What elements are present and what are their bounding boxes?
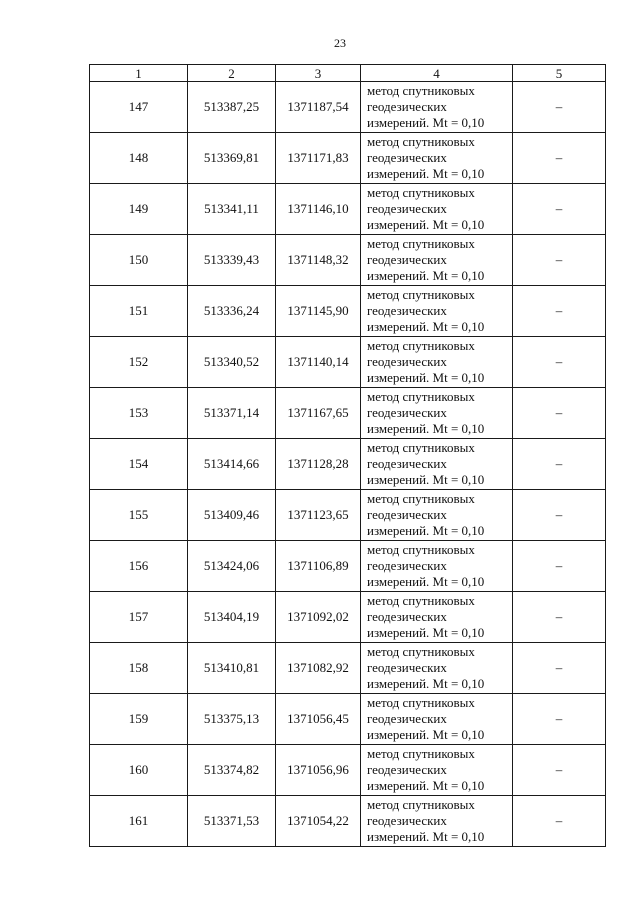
method-line: метод спутниковых [367, 695, 475, 710]
method-line: геодезических [367, 813, 447, 828]
table-body [90, 82, 606, 847]
method-line: метод спутниковых [367, 440, 475, 455]
point-number-cell: 160 [90, 745, 188, 796]
method-cell [361, 337, 513, 388]
method-line: метод спутниковых [367, 797, 475, 812]
x-coordinate-cell: 513339,43 [188, 235, 276, 286]
point-number-cell: 154 [90, 439, 188, 490]
y-coordinate-cell: 1371056,45 [276, 694, 361, 745]
table-row [90, 235, 606, 286]
y-coordinate-cell: 1371082,92 [276, 643, 361, 694]
point-number-cell: 161 [90, 796, 188, 847]
method-line: геодезических [367, 405, 447, 420]
point-number-cell: 151 [90, 286, 188, 337]
method-cell [361, 694, 513, 745]
table-row [90, 643, 606, 694]
method-line: измерений. Mt = 0,10 [367, 727, 485, 742]
method-cell [361, 286, 513, 337]
method-line: геодезических [367, 150, 447, 165]
x-coordinate-cell: 513374,82 [188, 745, 276, 796]
note-cell: – [513, 490, 606, 541]
y-coordinate-cell: 1371054,22 [276, 796, 361, 847]
method-line: геодезических [367, 201, 447, 216]
x-coordinate-cell: 513369,81 [188, 133, 276, 184]
method-line: измерений. Mt = 0,10 [367, 523, 485, 538]
table-row [90, 184, 606, 235]
note-cell: – [513, 643, 606, 694]
method-line: измерений. Mt = 0,10 [367, 778, 485, 793]
note-cell: – [513, 286, 606, 337]
method-line: метод спутниковых [367, 134, 475, 149]
note-cell: – [513, 796, 606, 847]
point-number-cell: 155 [90, 490, 188, 541]
method-cell [361, 490, 513, 541]
method-cell [361, 184, 513, 235]
method-cell [361, 745, 513, 796]
y-coordinate-cell: 1371140,14 [276, 337, 361, 388]
column-header-2: 2 [188, 65, 276, 82]
method-line: метод спутниковых [367, 542, 475, 557]
x-coordinate-cell: 513410,81 [188, 643, 276, 694]
y-coordinate-cell: 1371123,65 [276, 490, 361, 541]
point-number-cell: 153 [90, 388, 188, 439]
method-line: метод спутниковых [367, 338, 475, 353]
method-line: геодезических [367, 456, 447, 471]
point-number-cell: 149 [90, 184, 188, 235]
method-line: метод спутниковых [367, 593, 475, 608]
note-cell: – [513, 745, 606, 796]
x-coordinate-cell: 513340,52 [188, 337, 276, 388]
method-line: метод спутниковых [367, 746, 475, 761]
point-number-cell: 148 [90, 133, 188, 184]
y-coordinate-cell: 1371106,89 [276, 541, 361, 592]
page-number: 23 [334, 36, 346, 50]
point-number-cell: 156 [90, 541, 188, 592]
method-line: геодезических [367, 609, 447, 624]
method-line: измерений. Mt = 0,10 [367, 625, 485, 640]
method-line: метод спутниковых [367, 644, 475, 659]
note-cell: – [513, 337, 606, 388]
point-number-cell: 157 [90, 592, 188, 643]
method-line: измерений. Mt = 0,10 [367, 370, 485, 385]
y-coordinate-cell: 1371092,02 [276, 592, 361, 643]
method-cell [361, 592, 513, 643]
table-row [90, 133, 606, 184]
method-line: измерений. Mt = 0,10 [367, 319, 485, 334]
method-cell [361, 388, 513, 439]
method-cell [361, 439, 513, 490]
note-cell: – [513, 184, 606, 235]
header-row [90, 65, 606, 82]
method-cell [361, 643, 513, 694]
table-row [90, 694, 606, 745]
x-coordinate-cell: 513409,46 [188, 490, 276, 541]
method-cell [361, 82, 513, 133]
column-header-1: 1 [90, 65, 188, 82]
method-line: геодезических [367, 558, 447, 573]
x-coordinate-cell: 513404,19 [188, 592, 276, 643]
x-coordinate-cell: 513414,66 [188, 439, 276, 490]
method-line: измерений. Mt = 0,10 [367, 472, 485, 487]
point-number-cell: 158 [90, 643, 188, 694]
table-header [90, 65, 606, 82]
method-line: геодезических [367, 354, 447, 369]
table-row [90, 490, 606, 541]
x-coordinate-cell: 513371,14 [188, 388, 276, 439]
method-line: измерений. Mt = 0,10 [367, 217, 485, 232]
x-coordinate-cell: 513336,24 [188, 286, 276, 337]
column-header-5: 5 [513, 65, 606, 82]
y-coordinate-cell: 1371128,28 [276, 439, 361, 490]
y-coordinate-cell: 1371187,54 [276, 82, 361, 133]
method-line: геодезических [367, 252, 447, 267]
note-cell: – [513, 439, 606, 490]
table-row [90, 388, 606, 439]
point-number-cell: 150 [90, 235, 188, 286]
method-line: измерений. Mt = 0,10 [367, 115, 485, 130]
method-line: метод спутниковых [367, 83, 475, 98]
column-header-4: 4 [361, 65, 513, 82]
method-line: измерений. Mt = 0,10 [367, 166, 485, 181]
table-row [90, 592, 606, 643]
method-line: измерений. Mt = 0,10 [367, 676, 485, 691]
note-cell: – [513, 541, 606, 592]
method-cell [361, 235, 513, 286]
y-coordinate-cell: 1371145,90 [276, 286, 361, 337]
method-line: метод спутниковых [367, 185, 475, 200]
method-cell [361, 796, 513, 847]
method-line: измерений. Mt = 0,10 [367, 268, 485, 283]
y-coordinate-cell: 1371148,32 [276, 235, 361, 286]
x-coordinate-cell: 513387,25 [188, 82, 276, 133]
coordinates-table [89, 64, 606, 847]
method-cell [361, 133, 513, 184]
note-cell: – [513, 694, 606, 745]
method-line: метод спутниковых [367, 389, 475, 404]
method-line: измерений. Mt = 0,10 [367, 829, 485, 844]
column-header-3: 3 [276, 65, 361, 82]
method-line: метод спутниковых [367, 236, 475, 251]
x-coordinate-cell: 513375,13 [188, 694, 276, 745]
y-coordinate-cell: 1371167,65 [276, 388, 361, 439]
note-cell: – [513, 592, 606, 643]
note-cell: – [513, 82, 606, 133]
x-coordinate-cell: 513371,53 [188, 796, 276, 847]
table-row [90, 82, 606, 133]
method-line: геодезических [367, 507, 447, 522]
table-row [90, 439, 606, 490]
table-row [90, 337, 606, 388]
y-coordinate-cell: 1371171,83 [276, 133, 361, 184]
table-row [90, 796, 606, 847]
table-row [90, 541, 606, 592]
point-number-cell: 159 [90, 694, 188, 745]
method-line: геодезических [367, 660, 447, 675]
point-number-cell: 152 [90, 337, 188, 388]
method-cell [361, 541, 513, 592]
y-coordinate-cell: 1371056,96 [276, 745, 361, 796]
note-cell: – [513, 388, 606, 439]
method-line: измерений. Mt = 0,10 [367, 574, 485, 589]
note-cell: – [513, 235, 606, 286]
method-line: метод спутниковых [367, 287, 475, 302]
y-coordinate-cell: 1371146,10 [276, 184, 361, 235]
table-row [90, 745, 606, 796]
note-cell: – [513, 133, 606, 184]
table-row [90, 286, 606, 337]
method-line: геодезических [367, 303, 447, 318]
x-coordinate-cell: 513341,11 [188, 184, 276, 235]
method-line: геодезических [367, 711, 447, 726]
method-line: геодезических [367, 99, 447, 114]
x-coordinate-cell: 513424,06 [188, 541, 276, 592]
method-line: геодезических [367, 762, 447, 777]
method-line: измерений. Mt = 0,10 [367, 421, 485, 436]
method-line: метод спутниковых [367, 491, 475, 506]
point-number-cell: 147 [90, 82, 188, 133]
